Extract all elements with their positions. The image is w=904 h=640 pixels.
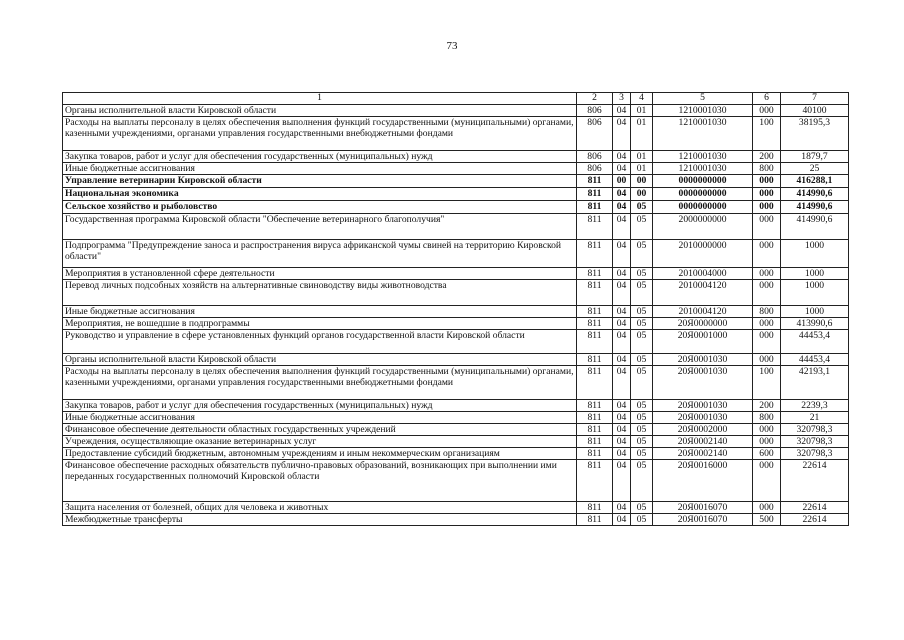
code-5-cell: 2010004120: [653, 306, 753, 318]
amount-cell: 1000: [781, 268, 849, 280]
code-3-cell: 04: [613, 424, 631, 436]
code-4-cell: 05: [631, 514, 653, 526]
amount-cell: 320798,3: [781, 436, 849, 448]
code-3-cell: 04: [613, 412, 631, 424]
table-row: [63, 366, 849, 400]
table-body: [63, 93, 849, 526]
row-name-cell: Мероприятия, не вошедшие в подпрограммы: [63, 318, 577, 330]
code-4-cell: 05: [631, 318, 653, 330]
code-4-cell: 05: [631, 306, 653, 318]
code-3-cell: 04: [613, 318, 631, 330]
code-5-cell: 1210001030: [653, 163, 753, 175]
code-2-cell: 811: [577, 448, 613, 460]
row-name-cell: Финансовое обеспечение расходных обязательств публично-правовых образований, возникающих при выполнении ими переданных государственных полномочий Кировской области: [63, 460, 577, 502]
code-4-cell: 05: [631, 366, 653, 400]
code-2-cell: 811: [577, 318, 613, 330]
code-3-cell: 04: [613, 201, 631, 214]
code-2-cell: 806: [577, 105, 613, 117]
code-3-cell: 04: [613, 214, 631, 240]
code-6-cell: 000: [753, 240, 781, 268]
row-name-cell: Перевод личных подсобных хозяйств на альтернативные свиноводству виды животноводства: [63, 280, 577, 306]
code-4-cell: 05: [631, 280, 653, 306]
code-4-cell: 00: [631, 175, 653, 188]
amount-cell: 320798,3: [781, 424, 849, 436]
code-2-cell: 806: [577, 163, 613, 175]
code-2-cell: 811: [577, 366, 613, 400]
code-2-cell: 811: [577, 354, 613, 366]
table-row: [63, 412, 849, 424]
code-5-cell: 0000000000: [653, 175, 753, 188]
row-name-cell: Межбюджетные трансферты: [63, 514, 577, 526]
code-3-cell: 04: [613, 105, 631, 117]
amount-cell: 44453,4: [781, 330, 849, 354]
table-row: [63, 502, 849, 514]
code-5-cell: 1210001030: [653, 105, 753, 117]
code-6-cell: 100: [753, 117, 781, 151]
code-4-cell: 05: [631, 400, 653, 412]
code-6-cell: 000: [753, 424, 781, 436]
code-4-cell: 01: [631, 117, 653, 151]
code-6-cell: 800: [753, 163, 781, 175]
row-name-cell: Расходы на выплаты персоналу в целях обеспечения выполнения функций государственными (муниципальными) органами, казенными учреждениями, органами управления государственными внебюджетными фондами: [63, 117, 577, 151]
code-5-cell: 2010000000: [653, 240, 753, 268]
table-header-row: [63, 93, 849, 105]
row-name-cell: Мероприятия в установленной сфере деятельности: [63, 268, 577, 280]
code-2-cell: 811: [577, 280, 613, 306]
code-2-cell: 811: [577, 424, 613, 436]
code-5-cell: 1210001030: [653, 151, 753, 163]
code-5-cell: 2000000000: [653, 214, 753, 240]
code-2-cell: 811: [577, 412, 613, 424]
code-6-cell: 000: [753, 318, 781, 330]
code-2-cell: 811: [577, 436, 613, 448]
code-5-cell: 20Я0016070: [653, 502, 753, 514]
code-2-cell: 811: [577, 240, 613, 268]
amount-cell: 413990,6: [781, 318, 849, 330]
code-4-cell: 05: [631, 268, 653, 280]
code-4-cell: 05: [631, 502, 653, 514]
code-2-cell: 806: [577, 151, 613, 163]
code-4-cell: 05: [631, 424, 653, 436]
page-number: 73: [446, 40, 458, 52]
code-5-cell: 20Я0016070: [653, 514, 753, 526]
row-name-cell: Иные бюджетные ассигнования: [63, 412, 577, 424]
table-row: [63, 448, 849, 460]
table-row: [63, 424, 849, 436]
code-6-cell: 500: [753, 514, 781, 526]
header-cell: 1: [63, 93, 577, 105]
code-3-cell: 04: [613, 354, 631, 366]
row-name-cell: Управление ветеринарии Кировской области: [63, 175, 577, 188]
code-5-cell: 20Я0002140: [653, 436, 753, 448]
table-row: [63, 460, 849, 502]
code-2-cell: 811: [577, 460, 613, 502]
code-3-cell: 04: [613, 514, 631, 526]
code-6-cell: 000: [753, 460, 781, 502]
code-5-cell: 20Я0002000: [653, 424, 753, 436]
code-4-cell: 05: [631, 201, 653, 214]
row-name-cell: Руководство и управление в сфере установленных функций органов государственной власти Кировской области: [63, 330, 577, 354]
code-3-cell: 04: [613, 268, 631, 280]
code-3-cell: 04: [613, 163, 631, 175]
code-3-cell: 00: [613, 175, 631, 188]
amount-cell: 414990,6: [781, 188, 849, 201]
amount-cell: 416288,1: [781, 175, 849, 188]
code-5-cell: 20Я0002140: [653, 448, 753, 460]
row-name-cell: Национальная экономика: [63, 188, 577, 201]
code-5-cell: 20Я0016000: [653, 460, 753, 502]
header-cell: 7: [781, 93, 849, 105]
code-3-cell: 04: [613, 366, 631, 400]
table-row: [63, 175, 849, 188]
table-row: [63, 354, 849, 366]
code-5-cell: 2010004000: [653, 268, 753, 280]
code-3-cell: 04: [613, 117, 631, 151]
code-2-cell: 811: [577, 268, 613, 280]
row-name-cell: Государственная программа Кировской области "Обеспечение ветеринарного благополучия": [63, 214, 577, 240]
code-2-cell: 811: [577, 201, 613, 214]
table-row: [63, 514, 849, 526]
code-2-cell: 806: [577, 117, 613, 151]
code-2-cell: 811: [577, 502, 613, 514]
row-name-cell: Закупка товаров, работ и услуг для обеспечения государственных (муниципальных) нужд: [63, 400, 577, 412]
code-4-cell: 00: [631, 188, 653, 201]
code-6-cell: 100: [753, 366, 781, 400]
amount-cell: 1000: [781, 240, 849, 268]
table-row: [63, 268, 849, 280]
header-cell: 2: [577, 93, 613, 105]
code-3-cell: 04: [613, 502, 631, 514]
code-6-cell: 800: [753, 412, 781, 424]
row-name-cell: Предоставление субсидий бюджетным, автономным учреждениям и иным некоммерческим организациям: [63, 448, 577, 460]
code-2-cell: 811: [577, 306, 613, 318]
budget-table: [62, 92, 849, 526]
header-cell: 5: [653, 93, 753, 105]
row-name-cell: Сельское хозяйство и рыболовство: [63, 201, 577, 214]
code-4-cell: 01: [631, 151, 653, 163]
code-3-cell: 04: [613, 240, 631, 268]
code-5-cell: 0000000000: [653, 188, 753, 201]
code-4-cell: 05: [631, 448, 653, 460]
code-4-cell: 05: [631, 240, 653, 268]
code-3-cell: 04: [613, 151, 631, 163]
table-row: [63, 151, 849, 163]
table-row: [63, 188, 849, 201]
amount-cell: 1879,7: [781, 151, 849, 163]
row-name-cell: Органы исполнительной власти Кировской области: [63, 105, 577, 117]
code-4-cell: 05: [631, 214, 653, 240]
row-name-cell: Учреждения, осуществляющие оказание ветеринарных услуг: [63, 436, 577, 448]
code-4-cell: 05: [631, 436, 653, 448]
table-row: [63, 306, 849, 318]
code-6-cell: 200: [753, 151, 781, 163]
amount-cell: 22614: [781, 460, 849, 502]
code-5-cell: 2010004120: [653, 280, 753, 306]
amount-cell: 2239,3: [781, 400, 849, 412]
code-5-cell: 0000000000: [653, 201, 753, 214]
table-row: [63, 400, 849, 412]
row-name-cell: Иные бюджетные ассигнования: [63, 163, 577, 175]
code-2-cell: 811: [577, 400, 613, 412]
code-3-cell: 04: [613, 448, 631, 460]
code-6-cell: 000: [753, 280, 781, 306]
table-row: [63, 240, 849, 268]
table-row: [63, 117, 849, 151]
code-3-cell: 04: [613, 400, 631, 412]
amount-cell: 40100: [781, 105, 849, 117]
code-6-cell: 000: [753, 502, 781, 514]
amount-cell: 1000: [781, 306, 849, 318]
code-5-cell: 20Я0001000: [653, 330, 753, 354]
row-name-cell: Органы исполнительной власти Кировской области: [63, 354, 577, 366]
row-name-cell: Иные бюджетные ассигнования: [63, 306, 577, 318]
amount-cell: 38195,3: [781, 117, 849, 151]
table-row: [63, 105, 849, 117]
amount-cell: 414990,6: [781, 201, 849, 214]
amount-cell: 1000: [781, 280, 849, 306]
code-5-cell: 20Я0001030: [653, 354, 753, 366]
table-row: [63, 280, 849, 306]
code-5-cell: 20Я0001030: [653, 412, 753, 424]
amount-cell: 42193,1: [781, 366, 849, 400]
code-6-cell: 000: [753, 330, 781, 354]
code-6-cell: 200: [753, 400, 781, 412]
row-name-cell: Подпрограмма "Предупреждение заноса и распространения вируса африканской чумы свиней на территорию Кировской области": [63, 240, 577, 268]
code-6-cell: 000: [753, 354, 781, 366]
code-3-cell: 04: [613, 330, 631, 354]
row-name-cell: Защита населения от болезней, общих для человека и животных: [63, 502, 577, 514]
table-row: [63, 436, 849, 448]
code-6-cell: 000: [753, 105, 781, 117]
code-6-cell: 000: [753, 214, 781, 240]
table-row: [63, 163, 849, 175]
code-2-cell: 811: [577, 514, 613, 526]
amount-cell: 414990,6: [781, 214, 849, 240]
code-6-cell: 000: [753, 268, 781, 280]
code-4-cell: 05: [631, 354, 653, 366]
amount-cell: 25: [781, 163, 849, 175]
code-2-cell: 811: [577, 330, 613, 354]
code-4-cell: 01: [631, 105, 653, 117]
code-5-cell: 20Я0000000: [653, 318, 753, 330]
code-2-cell: 811: [577, 175, 613, 188]
code-2-cell: 811: [577, 188, 613, 201]
code-4-cell: 05: [631, 330, 653, 354]
table-row: [63, 214, 849, 240]
code-2-cell: 811: [577, 214, 613, 240]
row-name-cell: Закупка товаров, работ и услуг для обеспечения государственных (муниципальных) нужд: [63, 151, 577, 163]
code-5-cell: 1210001030: [653, 117, 753, 151]
table-row: [63, 201, 849, 214]
amount-cell: 44453,4: [781, 354, 849, 366]
code-3-cell: 04: [613, 460, 631, 502]
table-row: [63, 318, 849, 330]
code-4-cell: 05: [631, 460, 653, 502]
code-6-cell: 000: [753, 201, 781, 214]
code-6-cell: 000: [753, 188, 781, 201]
code-6-cell: 600: [753, 448, 781, 460]
code-3-cell: 04: [613, 306, 631, 318]
amount-cell: 320798,3: [781, 448, 849, 460]
code-5-cell: 20Я0001030: [653, 366, 753, 400]
code-4-cell: 01: [631, 163, 653, 175]
row-name-cell: Расходы на выплаты персоналу в целях обеспечения выполнения функций государственными (муниципальными) органами, казенными учреждениями, органами управления государственными внебюджетными фондами: [63, 366, 577, 400]
code-3-cell: 04: [613, 436, 631, 448]
header-cell: 4: [631, 93, 653, 105]
row-name-cell: Финансовое обеспечение деятельности областных государственных учреждений: [63, 424, 577, 436]
code-6-cell: 800: [753, 306, 781, 318]
table-row: [63, 330, 849, 354]
code-4-cell: 05: [631, 412, 653, 424]
code-3-cell: 04: [613, 188, 631, 201]
code-6-cell: 000: [753, 175, 781, 188]
amount-cell: 22614: [781, 502, 849, 514]
amount-cell: 21: [781, 412, 849, 424]
code-5-cell: 20Я0001030: [653, 400, 753, 412]
code-3-cell: 04: [613, 280, 631, 306]
amount-cell: 22614: [781, 514, 849, 526]
code-6-cell: 000: [753, 436, 781, 448]
header-cell: 3: [613, 93, 631, 105]
header-cell: 6: [753, 93, 781, 105]
